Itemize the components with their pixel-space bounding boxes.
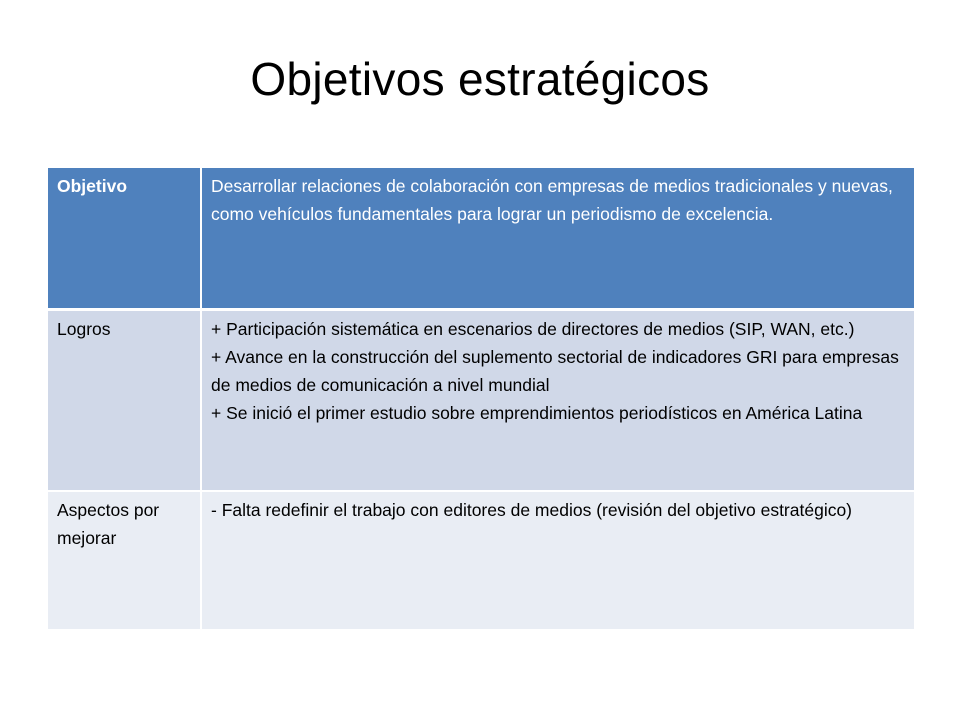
header-text-cell: Desarrollar relaciones de colaboración con empresas de medios tradicionales y nuevas, como vehículos fundamentales para lograr un periodismo de excelencia. <box>201 168 914 309</box>
row-content-aspectos <box>201 491 914 629</box>
header-label-cell: Objetivo <box>48 168 201 309</box>
list-item: - Falta redefinir el trabajo con editores de medios (revisión del objetivo estratégico) <box>211 500 853 520</box>
list-item: + Se inició el primer estudio sobre emprendimientos periodísticos en América Latina <box>211 402 863 423</box>
table-row <box>48 491 914 629</box>
slide-title: Objetivos estratégicos <box>250 53 710 105</box>
table-row <box>48 309 914 491</box>
table-header-row <box>48 168 914 309</box>
objectives-table <box>48 168 914 629</box>
row-content-logros <box>201 309 914 491</box>
row-label-aspectos: Aspectos por mejorar <box>48 491 201 629</box>
list-item: + Participación sistemática en escenarios de directores de medios (SIP, WAN, etc.) <box>211 318 855 339</box>
list-item: + Avance en la construcción del suplemento sectorial de indicadores GRI para empresas de medios de comunicación a nivel mundial <box>211 346 899 395</box>
row-label-logros: Logros <box>48 309 201 491</box>
